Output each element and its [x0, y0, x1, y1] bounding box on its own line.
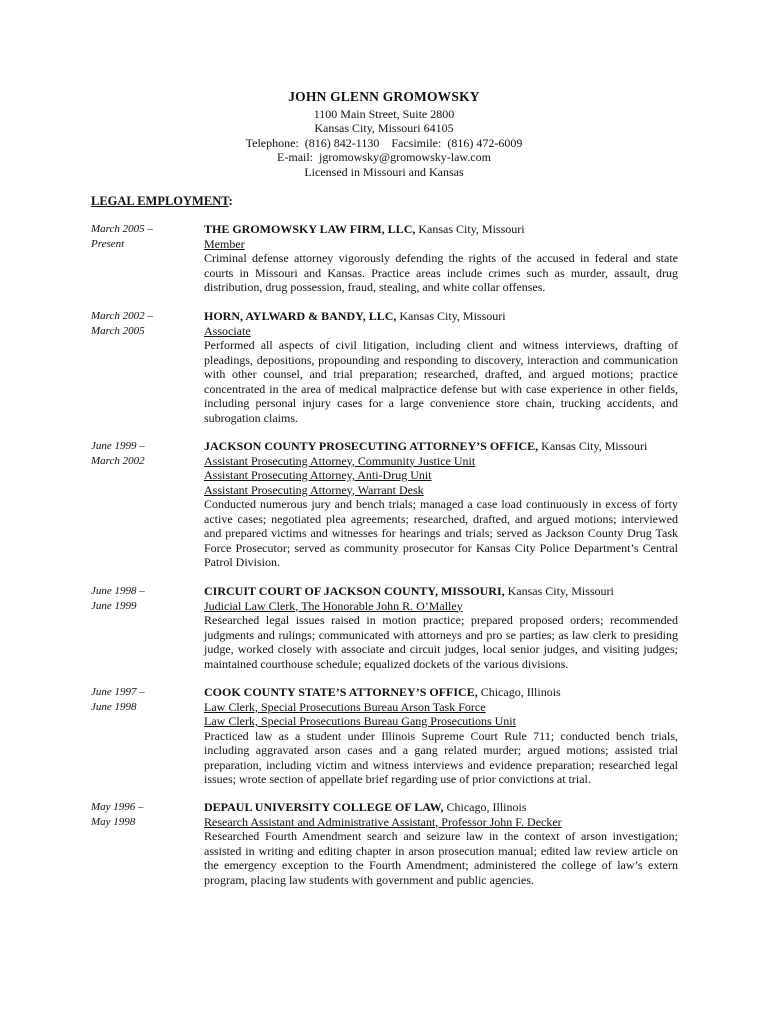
employer-line — [204, 439, 678, 454]
employer-line — [204, 222, 678, 237]
employer-name: HORN, AYLWARD & BANDY, LLC, — [204, 309, 397, 323]
date-from: May 1996 – — [91, 801, 144, 813]
entry-body — [204, 685, 678, 787]
position-title: Assistant Prosecuting Attorney, Anti-Drug Unit — [204, 468, 432, 482]
applicant-name: JOHN GLENN GROMOWSKY — [288, 89, 480, 104]
license-line: Licensed in Missouri and Kansas — [304, 164, 464, 179]
position-title: Law Clerk, Special Prosecutions Bureau Arson Task Force — [204, 699, 486, 714]
employer-name: COOK COUNTY STATE’S ATTORNEY’S OFFICE, — [204, 685, 478, 699]
job-description: Researched legal issues raised in motion practice; prepared proposed orders; recommended judgments and rulings; communicated with attorneys and pro se parties; as law clerk to presiding judge, worked closely with associate and circuit judges, local senior judges, and visiting judges; maintained courthouse schedule; equalized dockets of the various divisions. — [204, 613, 678, 671]
position-title: Associate — [204, 323, 251, 338]
position-title: Assistant Prosecuting Attorney, Warrant Desk — [204, 482, 424, 497]
job-description: Conducted numerous jury and bench trials; managed a case load continuously in excess of forty active cases; negotiated plea agreements; researched, drafted, and argued motions; interviewed and prepared victims and witnesses for hearings and trials; served as Jackson County Drug Task Force Prosecutor; served as community prosecutor for Kansas City Police Department’s Central Patrol Division. — [204, 497, 678, 569]
employer-line — [204, 685, 678, 700]
entry-dates — [91, 439, 196, 468]
entry-dates — [91, 222, 196, 251]
section-title — [91, 194, 233, 209]
section-title-text: LEGAL EMPLOYMENT — [91, 194, 229, 208]
entry-dates — [91, 309, 196, 338]
position-title: Law Clerk, Special Prosecutions Bureau Gang Prosecutions Unit — [204, 714, 516, 728]
date-to: March 2005 — [91, 324, 145, 337]
date-from: March 2005 – — [91, 223, 153, 235]
job-description: Researched Fourth Amendment search and seizure law in the context of arson investigation; assisted in writing and editing chapter in arson prosecution manual; edited law review article on the emergency exception to the Fourth Amendment; administered the college of law’s extern program, placing law students with government and public agencies. — [204, 829, 678, 887]
employer-line — [204, 800, 678, 815]
entry-body — [204, 222, 678, 295]
address-line-1: 1100 Main Street, Suite 2800 — [313, 106, 455, 121]
employer-location: Chicago, Illinois — [477, 685, 561, 699]
resume-header — [0, 90, 768, 179]
date-from: June 1997 – — [91, 686, 145, 698]
entry-body — [204, 309, 678, 425]
date-to: March 2002 — [91, 454, 145, 467]
date-to: Present — [91, 237, 125, 250]
entry-body — [204, 439, 678, 570]
employer-line — [204, 584, 678, 599]
entry-body — [204, 584, 678, 671]
position-title: Member — [204, 236, 245, 251]
date-from: June 1999 – — [91, 440, 145, 452]
employer-name: JACKSON COUNTY PROSECUTING ATTORNEY’S OFFICE, — [204, 439, 539, 453]
date-to: June 1998 — [91, 700, 137, 713]
position-title: Research Assistant and Administrative Assistant, Professor John F. Decker — [204, 814, 562, 829]
date-to: June 1999 — [91, 599, 137, 612]
date-from: June 1998 – — [91, 585, 145, 597]
job-description: Practiced law as a student under Illinois Supreme Court Rule 711; conducted bench trials, including aggravated arson cases and a gang related murder; argued motions; assisted trial preparation, including victim and witness interviews and evidence preparation; researched legal issues; wrote section of appellate brief regarding use of prior convictions at trial. — [204, 728, 678, 786]
employer-name: DEPAUL UNIVERSITY COLLEGE OF LAW, — [204, 800, 444, 814]
employer-name: CIRCUIT COURT OF JACKSON COUNTY, MISSOURI, — [204, 584, 505, 598]
employer-location: Kansas City, Missouri — [396, 309, 506, 323]
address-line-2: Kansas City, Missouri 64105 — [314, 121, 454, 135]
date-from: March 2002 – — [91, 310, 153, 322]
email-line: E-mail: jgromowsky@gromowsky-law.com — [277, 150, 491, 164]
section-title-colon: : — [228, 194, 233, 208]
employer-location: Kansas City, Missouri — [415, 222, 525, 236]
date-to: May 1998 — [91, 815, 136, 828]
phone-fax-line: Telephone: (816) 842-1130 Facsimile: (816) 472-6009 — [245, 135, 523, 150]
entry-body — [204, 800, 678, 887]
employer-line — [204, 309, 678, 324]
job-description: Criminal defense attorney vigorously defending the rights of the accused in federal and state courts in Missouri and Kansas. Practice areas include crimes such as murder, assault, drug distribution, drug possession, fraud, stealing, and white collar offenses. — [204, 251, 678, 294]
employer-location: Chicago, Illinois — [443, 800, 527, 814]
employer-location: Kansas City, Missouri — [538, 439, 648, 453]
position-title: Assistant Prosecuting Attorney, Community Justice Unit — [204, 453, 476, 468]
employer-location: Kansas City, Missouri — [504, 584, 614, 598]
entry-dates — [91, 685, 196, 714]
employer-name: THE GROMOWSKY LAW FIRM, LLC, — [204, 222, 416, 236]
entry-dates — [91, 584, 196, 613]
position-title: Judicial Law Clerk, The Honorable John R. O’Malley — [204, 598, 463, 613]
entry-dates — [91, 800, 196, 829]
job-description: Performed all aspects of civil litigation, including client and witness interviews, drafting of pleadings, depositions, propounding and responding to discovery, interaction and communication with other counsel, and trial preparation; researched, drafted, and argued motions; practice concentrated in the area of medical malpractice defense but with case experience in other fields, including personal injury cases for a large convenience store chain, trucking accidents, and subrogation claims. — [204, 338, 678, 425]
